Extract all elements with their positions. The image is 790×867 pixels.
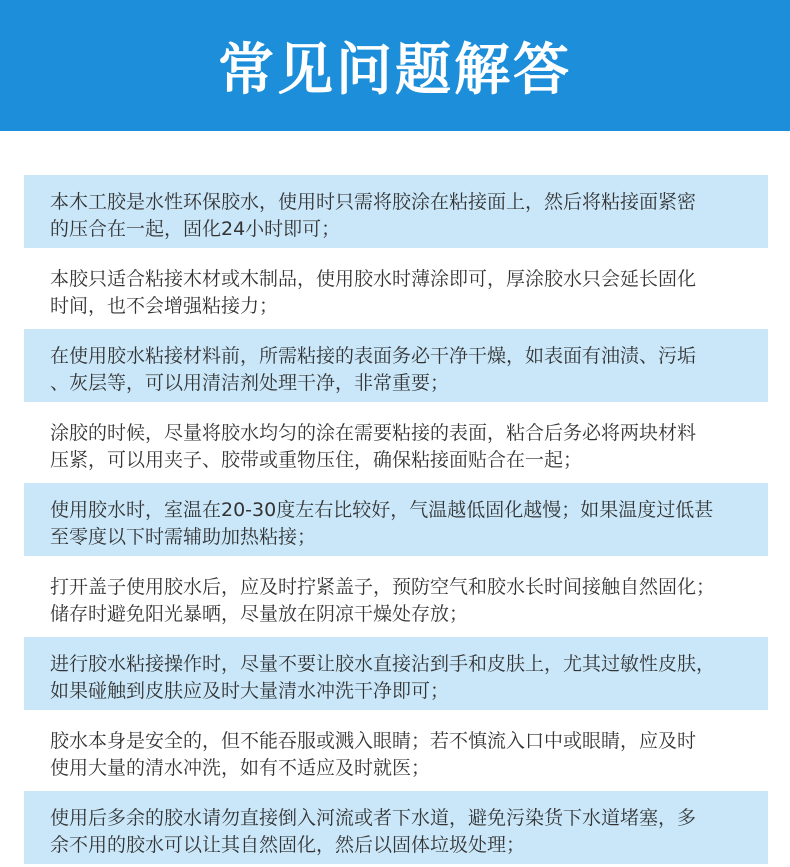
faq-item-line: 压紧，可以用夹子、胶带或重物压住，确保粘接面贴合在一起； bbox=[50, 449, 583, 471]
faq-item-line: 时间，也不会增强粘接力； bbox=[50, 295, 279, 317]
faq-item bbox=[24, 791, 768, 864]
faq-item-line: 本胶只适合粘接木材或木制品，使用胶水时薄涂即可，厚涂胶水只会延长固化 bbox=[50, 268, 697, 290]
faq-list bbox=[24, 175, 768, 864]
faq-item-line: 如果碰触到皮肤应及时大量清水冲洗干净即可； bbox=[50, 680, 450, 702]
faq-item bbox=[24, 252, 768, 325]
faq-item-line: 本木工胶是水性环保胶水，使用时只需将胶涂在粘接面上，然后将粘接面紧密 bbox=[50, 191, 697, 213]
faq-item bbox=[24, 637, 768, 710]
faq-item-line: 储存时避免阳光暴晒，尽量放在阴凉干燥处存放； bbox=[50, 603, 469, 625]
faq-item-line: 进行胶水粘接操作时，尽量不要让胶水直接沾到手和皮肤上，尤其过敏性皮肤， bbox=[50, 653, 716, 675]
faq-item-line: 的压合在一起，固化24小时即可； bbox=[50, 218, 341, 240]
faq-item-line: 至零度以下时需辅助加热粘接； bbox=[50, 526, 317, 548]
faq-item bbox=[24, 329, 768, 402]
faq-item-line: 、灰层等，可以用清洁剂处理干净，非常重要； bbox=[50, 372, 450, 394]
page-title: 常见问题解答 bbox=[218, 37, 572, 103]
faq-item-line: 胶水本身是安全的，但不能吞服或溅入眼睛；若不慎流入口中或眼睛，应及时 bbox=[50, 730, 697, 752]
faq-item-line: 打开盖子使用胶水后，应及时拧紧盖子，预防空气和胶水长时间接触自然固化； bbox=[50, 576, 716, 598]
faq-item bbox=[24, 406, 768, 479]
page-header bbox=[0, 0, 790, 131]
faq-item-line: 使用胶水时，室温在20-30度左右比较好，气温越低固化越慢；如果温度过低甚 bbox=[50, 499, 714, 521]
faq-item-line: 在使用胶水粘接材料前，所需粘接的表面务必干净干燥，如表面有油渍、污垢 bbox=[50, 345, 697, 367]
faq-item bbox=[24, 483, 768, 556]
faq-item-line: 使用大量的清水冲洗，如有不适应及时就医； bbox=[50, 757, 431, 779]
faq-item-line: 涂胶的时候，尽量将胶水均匀的涂在需要粘接的表面，粘合后务必将两块材料 bbox=[50, 422, 697, 444]
faq-item bbox=[24, 560, 768, 633]
faq-item-line: 使用后多余的胶水请勿直接倒入河流或者下水道，避免污染货下水道堵塞，多 bbox=[50, 807, 697, 829]
faq-item bbox=[24, 175, 768, 248]
faq-item bbox=[24, 714, 768, 787]
faq-item-line: 余不用的胶水可以让其自然固化，然后以固体垃圾处理； bbox=[50, 834, 526, 856]
